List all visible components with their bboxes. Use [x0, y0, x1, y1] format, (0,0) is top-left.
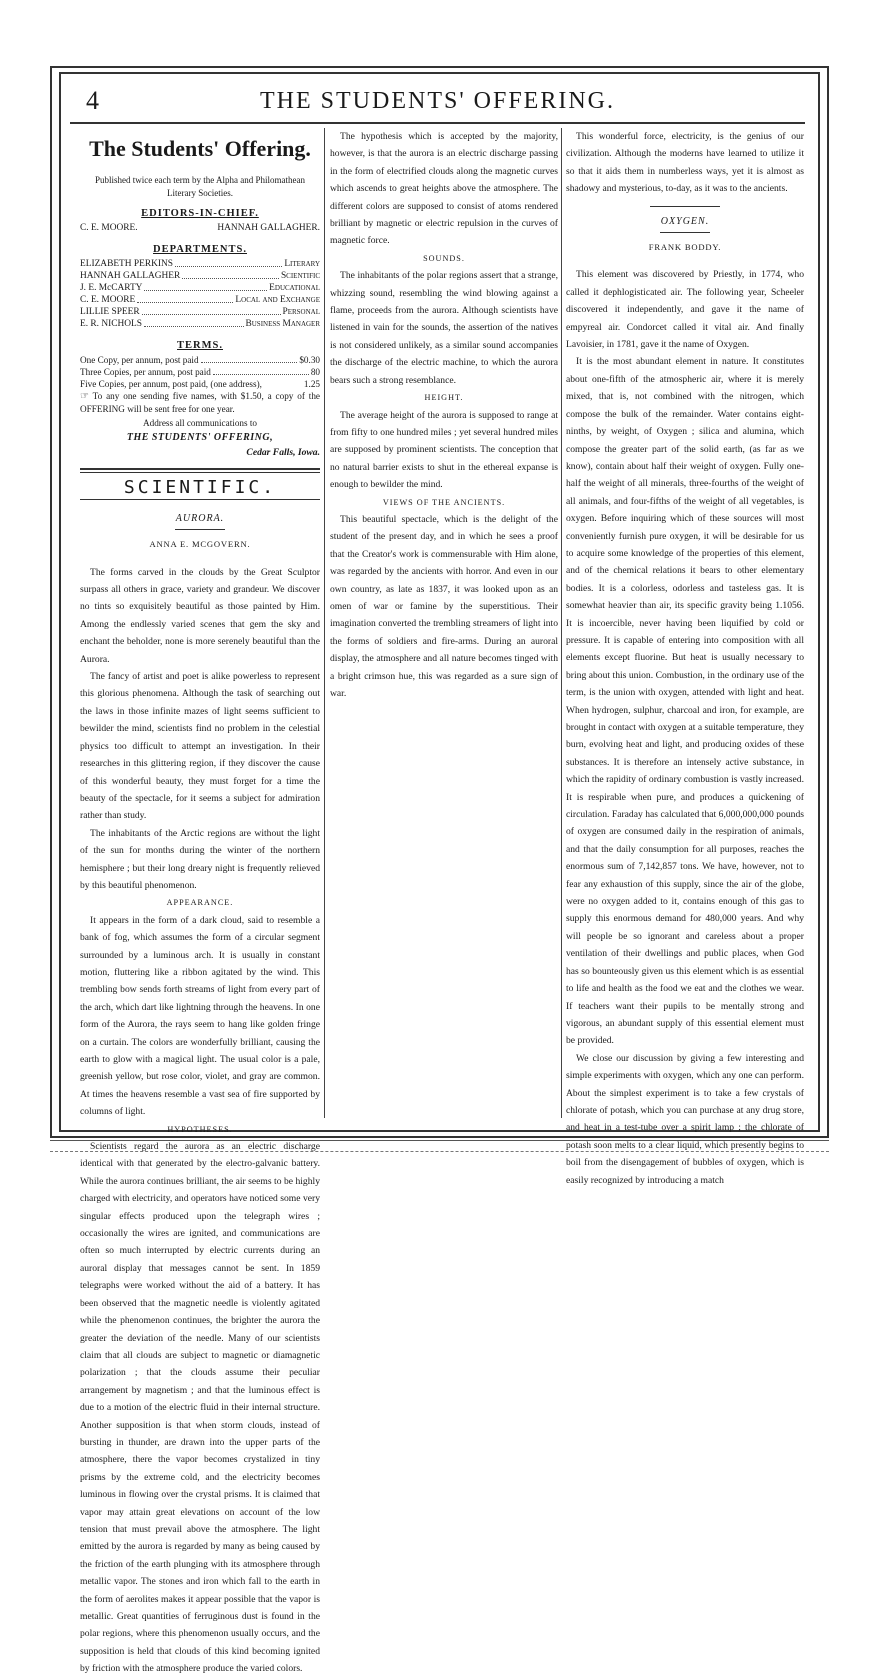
paragraph: Scientists regard the aurora as an electric discharge identical with that generated by the electro-galvanic battery. While the aurora continues brilliant, the air seems to be highly charged with electricity, and operators have noticed some very singular effects produced upon the telegraph wires ; occasionally the wires are ignited, and communications are often so much interrupted by electric currents during an auroral display that messages cannot be sent. In 1859 telegraphs were worked without the aid of a battery. It has been observed that the magnetic needle is violently agitated while the phenomenon continues, the brighter the aurora the greater the deviation of the needle. Many of our scientists claim that all clouds are subject to magnetic or diamagnetic polarization ; that the clouds assume their peculiar arrangement by magnetism ; and that the luminous effect is due to a motion of the electric fluid in their internal structure. Another supposition is that when storm clouds, instead of bursting in thunder, are drawn into the upper parts of the atmosphere, there the vapor becomes crystalized in tiny prisms by the extreme cold, and the electricity becomes luminous in flowing over the crystal prisms. It is claimed that vapor may attain great elevations on account of the low tension that must prevail above the atmosphere. The light emitted by the aurora is regarded by many as being caused by the friction of the earth plunging with its atmosphere through metallic vapor. The stones and iron which fall to the earth in the form of aerolites makes it appear possible that the vapor is metallic. Great quantities of ferruginous dust is found in the polar regions, where this phenomenon usually occurs, and the supposition is held that clouds of this kind becoming ignited by friction with the atmosphere produce the varied colors. — [80, 1141, 320, 1675]
department-row: J. E. McCARTY Educational — [80, 283, 320, 293]
paragraph: This wonderful force, electricity, is the genius of our civilization. Although the moderns have learned to utilize it so that it aids them in numberless ways, yet it is almost as shadowy and mysterious, to-day, as it was to the ancients. — [566, 131, 804, 195]
column-3 — [566, 128, 804, 1186]
section-heading: SCIENTIFIC. — [80, 479, 320, 499]
editor-name: HANNAH GALLAGHER. — [217, 223, 320, 233]
paragraph: It appears in the form of a dark cloud, said to resemble a bank of fog, which assumes the form of a circular segment surrounded by a luminous arch. It is usually in constant motion, fluttering like a ribbon agitated by the wind. This trembling bow sends forth streams of light from every part of the arch, which dart like lightning through the heavens. In one form of the Aurora, the rays seem to hang like golden fringe on a curtain. The colors are wonderfully brilliant, causing the earth to glow with a magical light. The usual color is a pale, greenish yellow, but rose color, violet, and gray are common. At times the heavens resemble a vast sea of fire supported by columns of light. — [80, 914, 320, 1118]
subheading: HYPOTHESES. — [167, 1124, 233, 1134]
column-1 — [80, 128, 320, 1675]
address-place: Cedar Falls, Iowa. — [246, 447, 320, 459]
editors-row — [80, 222, 320, 234]
page-title: THE STUDENTS' OFFERING. — [260, 88, 615, 114]
title-rule — [660, 232, 710, 233]
terms-list — [80, 354, 320, 429]
address-line: Address all communications to — [142, 418, 258, 428]
publication-note: Published twice each term by the Alpha and Philomathean Literary Societies. — [95, 175, 305, 198]
paragraph: The forms carved in the clouds by the Great Sculptor surpass all others in grace, variety and grandeur. We discover no tints so exquisitely beautiful as those painted by Him. Among the endlessly varied scenes that gem the sky and enchant the beholder, none is more serenely beautiful than the Aurora. — [80, 566, 320, 665]
article-title: AURORA. — [175, 512, 225, 524]
editors-heading: EDITORS-IN-CHIEF. — [141, 208, 259, 219]
terms-heading: TERMS. — [177, 340, 223, 351]
paragraph: The average height of the aurora is supposed to range at from fifty to one hundred miles ; yet several hundred miles are supposed by prominent scientists. The conception that no natural barrier exists to shut in the ethereal expanse is enough to bewilder the mind. — [330, 409, 558, 491]
paragraph: We close our discussion by giving a few interesting and simple experiments with oxygen, which any one can perform. About the simplest experiment is to take a few crystals of chlorate of potash, which you can purchase at any drug store, and heat in a test-tube over a spirit lamp ; the chlorate of potash soon melts to a clear liquid, which presently begins to boil from the disengagement of bubbles of oxygen, which is easily recognized by introducing a match — [566, 1052, 804, 1186]
department-row: LILLIE SPEER Personal — [80, 307, 320, 317]
subheading: SOUNDS. — [423, 253, 465, 263]
section-rule — [80, 468, 320, 473]
terms-row: Five Copies, per annum, post paid, (one address), 1.25 — [80, 379, 320, 389]
paragraph: The inhabitants of the Arctic regions are without the light of the sun for months during the winter of the northern hemisphere ; but their long dreary night is frequently relieved by this beautiful phenomenon. — [80, 827, 320, 891]
article-author: ANNA E. MCGOVERN. — [149, 539, 251, 550]
address-name: THE STUDENTS' OFFERING, — [126, 432, 274, 443]
column-divider — [324, 128, 325, 1118]
pointing-hand-icon: ☞ — [80, 391, 89, 402]
terms-row: Three Copies, per annum, post paid 80 — [80, 367, 320, 377]
article-author: FRANK BODDY. — [648, 242, 722, 253]
column-2 — [330, 128, 558, 1123]
department-row: ELIZABETH PERKINS Literary — [80, 259, 320, 269]
department-row: E. R. NICHOLS Business Manager — [80, 319, 320, 329]
paragraph: This beautiful spectacle, which is the delight of the student of the present day, and in which he sees a proof that the Creator's work is commensurable with Him alone, was regarded by the ancients with horror. And even in our own country, as late as 1837, it was looked upon as an omen of war or famine by the superstitious. Their imagination converted the trembling streamers of light into the forms of soldiers and fire-arms. During an auroral display, the atmosphere and all nature becomes tinged with a bright crimson hue, this was regarded as a sure sign of war. — [330, 513, 558, 699]
article-title: OXYGEN. — [660, 215, 710, 227]
editor-name: C. E. MOORE. — [80, 223, 138, 233]
departments-heading: DEPARTMENTS. — [153, 244, 247, 255]
subheading: HEIGHT. — [424, 393, 464, 403]
offer-note: ☞ To any one sending five names, with $1.50, a copy of the OFFERING will be sent free for one year. — [80, 391, 320, 414]
paragraph: It is the most abundant element in nature. It constitutes about one-fifth of the atmospheric air, where it is merely mixed, that is, not combined with the nitrogen, which compose the bulk of the remainder. Water contains eight-ninths, by weight, of Oxygen ; silica and alumina, which compose the greater part of the solid earth, (as far as we know), contain about half their weight of oxygen. Fully one-half the weight of all minerals, three-fourths of the weight of all animals, and four-fifths of the weight of all vegetables, is oxygen. Before inquiring which of these sources will most conveniently furnish pure oxygen, it will be desirable for us to acquire some knowledge of the properties of this element, and of the chemical relations it bears to other elementary bodies. It is a colorless, odorless and tasteless gas. It is somewhat heavier than air, its specific gravity being 1.1056. It is incoercible, never having been liquified by cold or pressure. It is capable of entering into composition with all elements except fluorine. But heat is usually necessary to bring about this union. Combustion, in the ordinary use of the term, is the union with oxygen, attended with light and heat. When hydrogen, sulphur, charcoal and iron, for example, are brought in contact with oxygen at a suitable temperature, they burn, evolving heat and light, and producing oxides of these substances. It is therefore an intensely active substance, in which the rapidity of ordinary combustion is vastly increased. It is respirable when pure, and produces a quickening of circulation. Faraday has calculated that 6,000,000,000 pounds of oxygen are consumed daily in the respiration of animals, and that the daily consumption for all purposes, reaches the enormous sum of 7,142,857 tons. We have, however, not to fear any exhaustion of this supply, since the air of the globe, were no oxygen added to it, contains enough of this gas to supply this enormous demand for 480,000 years. And why will people be so ignorant and careless about a proper ventilation of their dwellings and public places, when God has so bounteously given us this element which is as essential to life and health as the food we eat and the clothes we wear. If teachers want their pupils to be mentally strong and vigorous, an abundant supply of this essential element must be provided. — [566, 356, 804, 1047]
paragraph: The inhabitants of the polar regions assert that a strange, whizzing sound, resembling the wind blowing against a flame, proceeds from the aurora. Although scientists have listened in vain for the sounds, the assertion of the natives is not considered unlikely, as a similar sound accompanies the discharge of the electric machine, to which the aurora bears such a strong resemblance. — [330, 270, 558, 386]
column-divider — [561, 128, 562, 1118]
terms-row: One Copy, per annum, post paid $0.30 — [80, 355, 320, 365]
article-divider — [650, 206, 720, 207]
paragraph: The fancy of artist and poet is alike powerless to represent this glorious phenomena. Although the task of searching out the laws in those infinite mazes of light seems sufficient to bewilder the mind, scientists find no problem in the celestial physics too difficult to attempt an investigation. In their researches in this glittering region, if they discover the cause of this wonderful beauty, they must forget for a time the beauty of the spectacle, for it seems a subject for admiration rather than study. — [80, 671, 320, 822]
department-row: C. E. MOORE Local and Exchange — [80, 295, 320, 305]
page-number: 4 — [86, 86, 99, 115]
page-header — [70, 80, 805, 124]
title-rule — [175, 529, 225, 530]
paragraph: This element was discovered by Priestly, in 1774, who called it dephlogisticated air. The following year, Scheeler discovered it independently, and gave it the name of empyreal air. Condorcet called it vital air. And finally Lavoisier, in 1781, gave it the name of Oxygen. — [566, 269, 804, 351]
subheading: VIEWS OF THE ANCIENTS. — [382, 497, 506, 507]
paragraph: The hypothesis which is accepted by the majority, however, is that the aurora is an electric discharge passing in the form of electrified clouds along the magnetic curves which ascends to great heights above the atmosphere. The different colors are supposed to consist of atoms rendered brilliant by magnetic or electric repulsion in the curves of magnetic force. — [330, 131, 558, 247]
departments-list — [80, 258, 320, 330]
subheading: APPEARANCE. — [166, 898, 234, 908]
department-row: HANNAH GALLAGHER Scientific — [80, 271, 320, 281]
masthead-title: The Students' Offering. — [89, 136, 311, 161]
